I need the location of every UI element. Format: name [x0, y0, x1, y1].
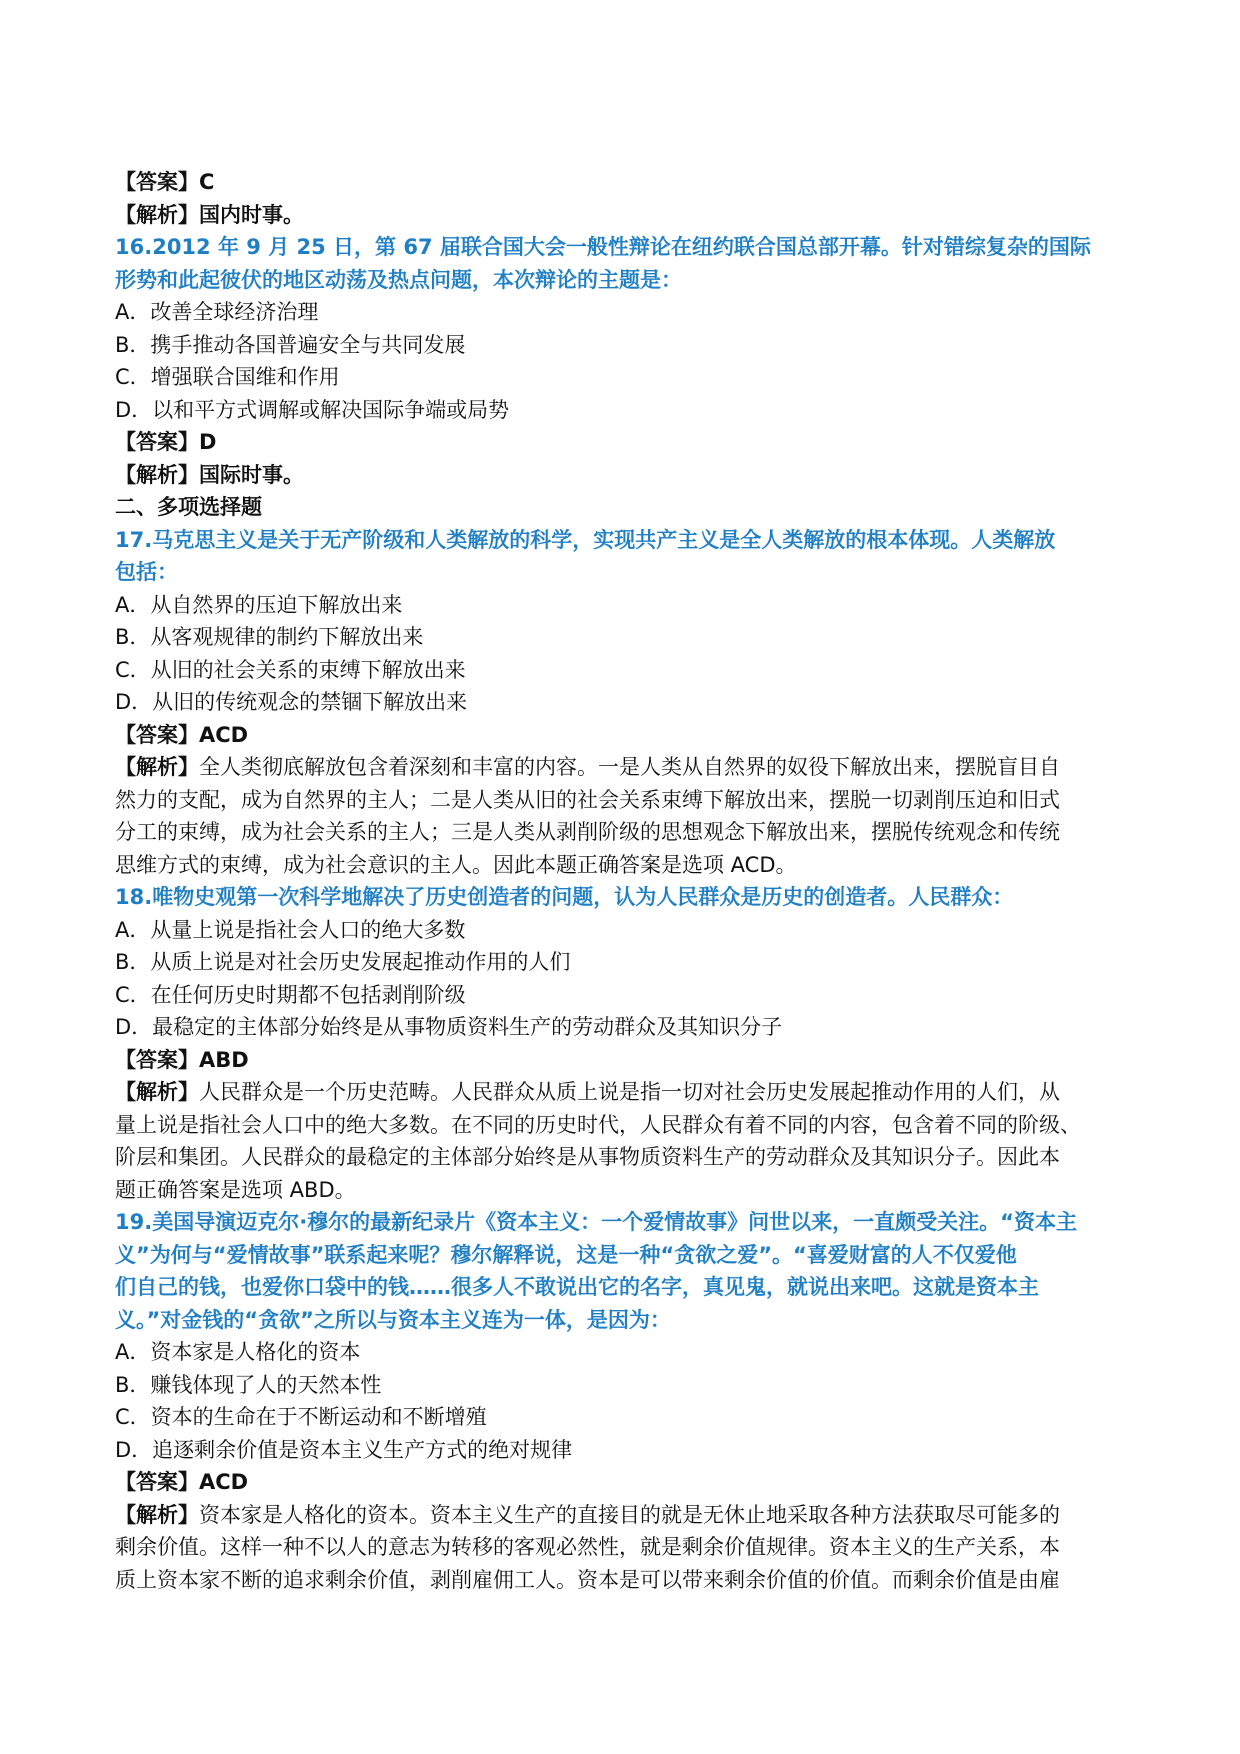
analysis-text: 资本家是人格化的资本。资本主义生产的直接目的就是无休止地采取各种方法获取尽可能多的: [199, 1502, 1060, 1527]
question-line: 17.马克思主义是关于无产阶级和人类解放的科学，实现共产主义是全人类解放的根本体现。人类解放: [115, 527, 1056, 552]
analysis-text: 全人类彻底解放包含着深刻和丰富的内容。一是人类从自然界的奴役下解放出来，摆脱盲目自: [199, 755, 1060, 779]
answer-line: 【答案】ACD: [115, 1470, 249, 1494]
answer-line: 【答案】ACD: [115, 722, 249, 747]
option-line: B．携手推动各国普遍安全与共同发展: [115, 332, 466, 357]
question-stem: [115, 1206, 1135, 1336]
analysis-line: [115, 1174, 1135, 1207]
question-line: 们自己的钱，也爱你口袋中的钱……很多人不敢说出它的名字，真见鬼，就说出来吧。这就是资本主: [115, 1275, 1039, 1299]
analysis-text: 质上资本家不断的追求剩余价值，剥削雇佣工人。资本是可以带来剩余价值的价值。而剩余价值是由雇: [115, 1567, 1060, 1592]
section-heading: 二、多项选择题: [115, 495, 262, 519]
analysis-line: [115, 1109, 1135, 1142]
option-line: D．以和平方式调解或解决国际争端或局势: [115, 397, 510, 422]
analysis-block: [115, 1076, 1135, 1206]
question-line: 义”为何与“爱情故事”联系起来呢？穆尔解释说，这是一种“贪欲之爱”。“喜爱财富的人不仅爱他: [115, 1242, 1017, 1267]
option-line: A．从量上说是指社会人口的绝大多数: [115, 917, 466, 942]
analysis-line: [115, 1531, 1135, 1564]
question-stem: [115, 881, 1135, 914]
analysis-text: 量上说是指社会人口中的绝大多数。在不同的历史时代，人民群众有着不同的内容，包含着不同的阶级、: [115, 1112, 1081, 1137]
analysis-line: [115, 784, 1135, 817]
option-line: D．从旧的传统观念的禁锢下解放出来: [115, 690, 468, 714]
question-stem: [115, 524, 1135, 589]
analysis-text: 人民群众是一个历史范畴。人民群众从质上说是指一切对社会历史发展起推动作用的人们，从: [199, 1080, 1060, 1104]
option-line: C．资本的生命在于不断运动和不断增殖: [115, 1405, 487, 1429]
question-line: 16.2012 年 9 月 25 日，第 67 届联合国大会一般性辩论在纽约联合国总部开幕。针对错综复杂的国际: [115, 235, 1091, 259]
analysis-line: [115, 751, 1135, 784]
analysis-block: [115, 1499, 1135, 1597]
option-line: B．从客观规律的制约下解放出来: [115, 625, 424, 649]
option-line: A．资本家是人格化的资本: [115, 1340, 361, 1364]
analysis-text: 剩余价值。这样一种不以人的意志为转移的客观必然性，就是剩余价值规律。资本主义的生产关系，本: [115, 1535, 1060, 1559]
option-line: A．改善全球经济治理: [115, 300, 319, 324]
question-stem: [115, 231, 1135, 296]
question-line: 形势和此起彼伏的地区动荡及热点问题，本次辩论的主题是：: [115, 267, 682, 292]
question-line: 义。”对金钱的“贪欲”之所以与资本主义连为一体，是因为：: [115, 1307, 671, 1332]
option-line: A．从自然界的压迫下解放出来: [115, 592, 403, 617]
analysis-line: [115, 1564, 1135, 1597]
analysis-text: 然力的支配，成为自然界的主人；二是人类从旧的社会关系束缚下解放出来，摆脱一切剥削压迫和旧式: [115, 787, 1060, 812]
analysis-label: 【解析】: [115, 1080, 199, 1104]
question-line: 包括：: [115, 560, 178, 584]
explanation-line: 【解析】国内时事。: [115, 202, 304, 227]
answer-line: 【答案】D: [115, 430, 217, 454]
analysis-line: [115, 849, 1135, 882]
explanation-line: 【解析】国际时事。: [115, 462, 304, 487]
analysis-label: 【解析】: [115, 755, 199, 779]
analysis-line: [115, 1076, 1135, 1109]
analysis-label: 【解析】: [115, 1502, 199, 1527]
analysis-text: 分工的束缚，成为社会关系的主人；三是人类从剥削阶级的思想观念下解放出来，摆脱传统观念和传统: [115, 820, 1060, 844]
option-line: B．赚钱体现了人的天然本性: [115, 1372, 382, 1397]
answer-line: 【答案】C: [115, 170, 215, 194]
analysis-line: [115, 816, 1135, 849]
option-line: C．增强联合国维和作用: [115, 365, 340, 389]
analysis-line: [115, 1141, 1135, 1174]
question-line: 19.美国导演迈克尔·穆尔的最新纪录片《资本主义：一个爱情故事》问世以来，一直颇受关注。“资本主: [115, 1210, 1077, 1234]
analysis-block: [115, 751, 1135, 881]
option-line: C．从旧的社会关系的束缚下解放出来: [115, 657, 466, 682]
option-line: B．从质上说是对社会历史发展起推动作用的人们: [115, 950, 571, 974]
option-line: C．在任何历史时期都不包括剥削阶级: [115, 982, 466, 1007]
analysis-text: 题正确答案是选项 ABD。: [115, 1177, 356, 1202]
option-line: D．最稳定的主体部分始终是从事物质资料生产的劳动群众及其知识分子: [115, 1015, 783, 1039]
question-line: 18.唯物史观第一次科学地解决了历史创造者的问题，认为人民群众是历史的创造者。人民群众：: [115, 885, 1014, 909]
analysis-line: [115, 1499, 1135, 1532]
answer-line: 【答案】ABD: [115, 1047, 249, 1072]
analysis-text: 阶层和集团。人民群众的最稳定的主体部分始终是从事物质资料生产的劳动群众及其知识分子。因此本: [115, 1145, 1060, 1169]
option-line: D．追逐剩余价值是资本主义生产方式的绝对规律: [115, 1437, 573, 1462]
analysis-text: 思维方式的束缚，成为社会意识的主人。因此本题正确答案是选项 ACD。: [115, 852, 797, 877]
document-content: [115, 166, 1135, 1596]
